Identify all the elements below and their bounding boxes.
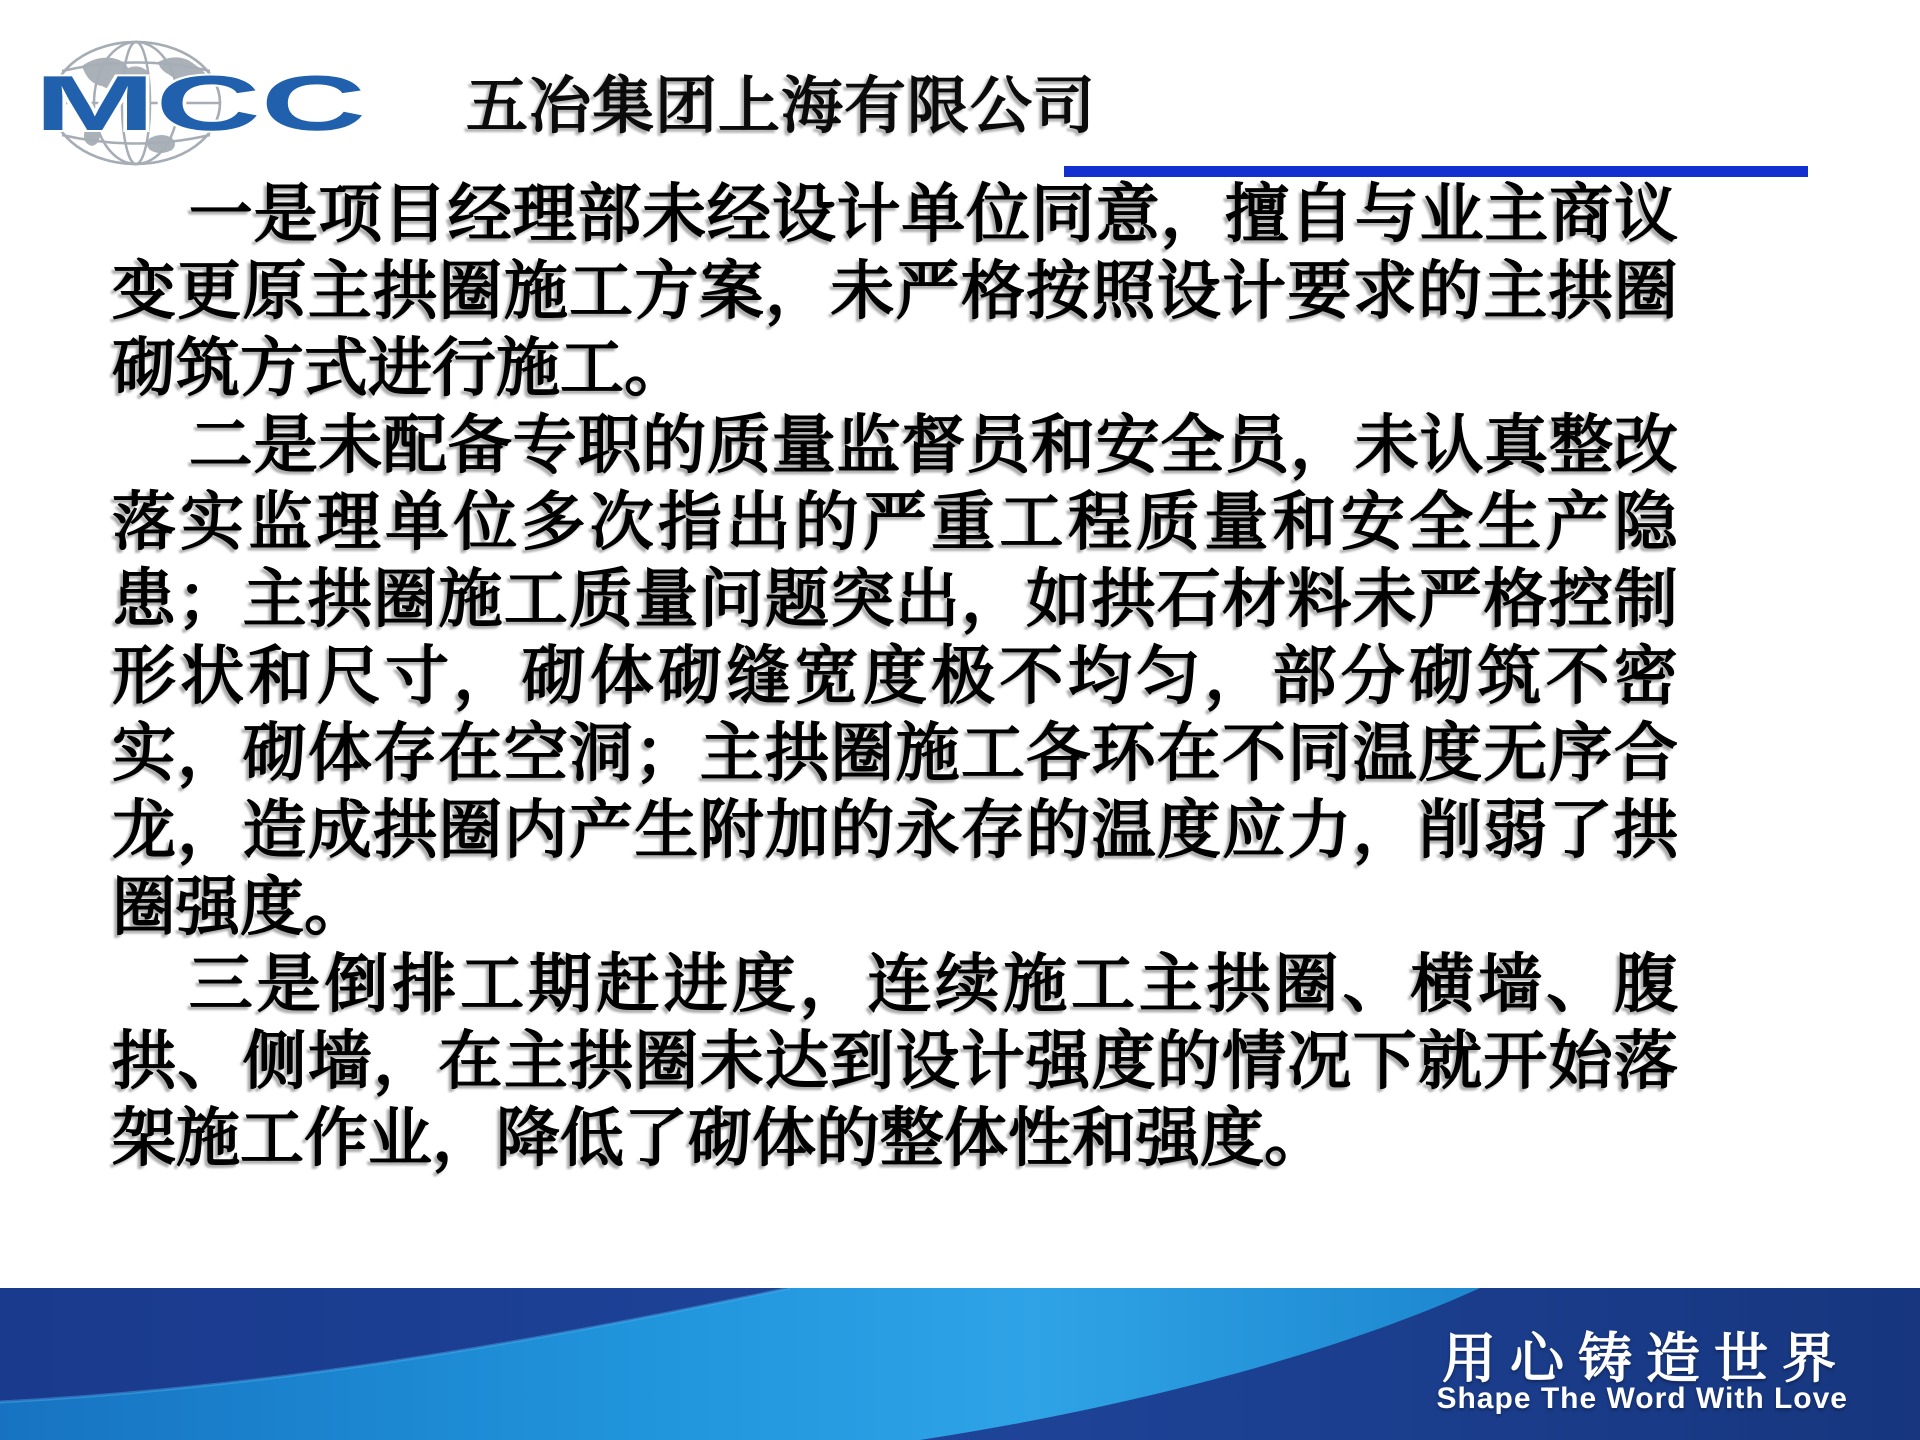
paragraph-one: 一是项目经理部未经设计单位同意，擅自与业主商议变更原主拱圈施工方案，未严格按照设计要求的主拱圈砌筑方式进行施工。 [112, 178, 1678, 404]
slide-body [112, 176, 1678, 1177]
footer-band [0, 1288, 1920, 1440]
paragraph-three: 三是倒排工期赶进度，连续施工主拱圈、横墙、腹拱、侧墙，在主拱圈未达到设计强度的情况下就开始落架施工作业，降低了砌体的整体性和强度。 [112, 948, 1678, 1174]
mcc-logo [30, 26, 374, 170]
company-title: 五冶集团上海有限公司 [466, 72, 1097, 141]
paragraph-two: 二是未配备专职的质量监督员和安全员，未认真整改落实监理单位多次指出的严重工程质量和安全生产隐患；主拱圈施工质量问题突出，如拱石材料未严格控制形状和尺寸，砌体砌缝宽度极不均匀，部分砌筑不密实，砌体存在空洞；主拱圈施工各环在不同温度无序合龙，造成拱圈内产生附加的永存的温度应力，削弱了拱圈强度。 [112, 409, 1678, 943]
mcc-globe-icon [30, 26, 374, 170]
mcc-logo-text: MCC [34, 59, 366, 147]
footer-slogan-chinese: 用心铸造世界 [1442, 1329, 1850, 1389]
footer-slogan-english: Shape The Word With Love [1436, 1382, 1848, 1415]
